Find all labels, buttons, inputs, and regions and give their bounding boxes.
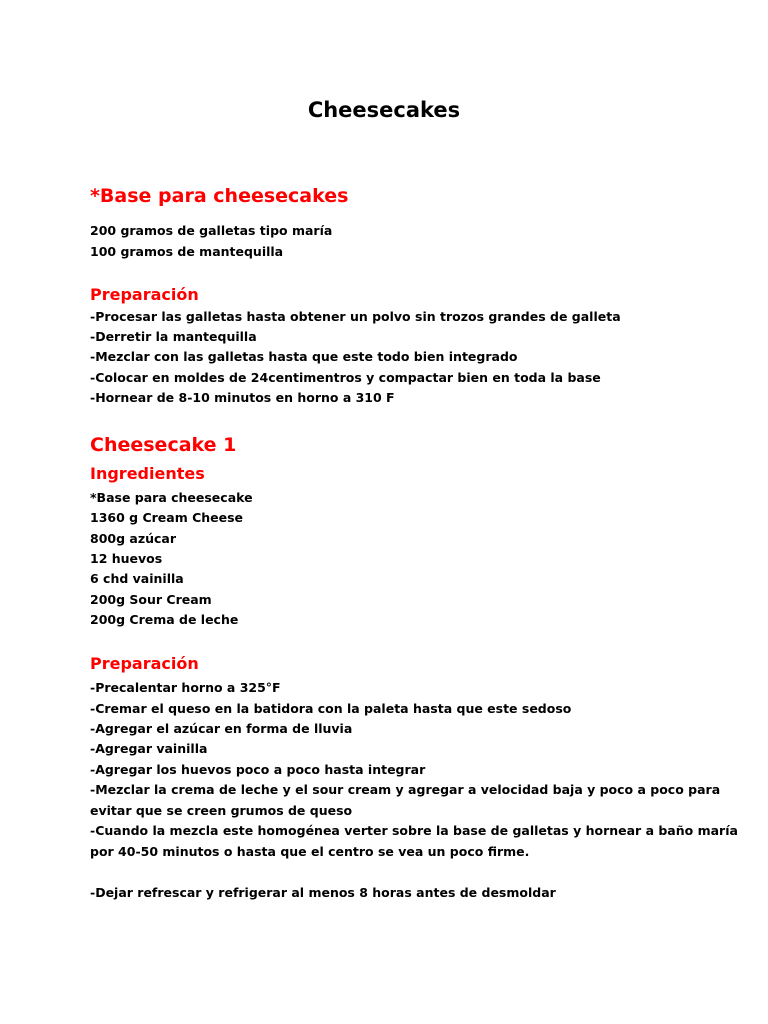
cheesecake1-step-line: -Agregar el azúcar en forma de lluvia: [90, 721, 353, 736]
cheesecake1-ingredients-heading: Ingredientes: [90, 464, 205, 483]
base-step-line: -Derretir la mantequilla: [90, 329, 257, 344]
cheesecake1-ingredient-line: 12 huevos: [90, 551, 163, 566]
cheesecake1-step-line: -Cuando la mezcla este homogénea verter sobre la base de galletas y hornear a baño maría: [90, 823, 738, 838]
base-ingredient-line: 200 gramos de galletas tipo maría: [90, 223, 333, 238]
base-step-line: -Colocar en moldes de 24centimentros y compactar bien en toda la base: [90, 370, 601, 385]
cheesecake1-preparation-heading: Preparación: [90, 654, 199, 673]
cheesecake1-step-line: -Cremar el queso en la batidora con la paleta hasta que este sedoso: [90, 701, 572, 716]
cheesecake1-step-line: -Mezclar la crema de leche y el sour cream y agregar a velocidad baja y poco a poco para: [90, 782, 721, 797]
cheesecake1-step-line: -Agregar vainilla: [90, 741, 208, 756]
base-step-line: -Procesar las galletas hasta obtener un polvo sin trozos grandes de galleta: [90, 309, 621, 324]
base-heading: *Base para cheesecakes: [90, 185, 349, 207]
base-ingredient-line: 100 gramos de mantequilla: [90, 244, 284, 259]
cheesecake1-step-line: -Precalentar horno a 325°F: [90, 680, 281, 695]
base-preparation-heading: Preparación: [90, 285, 199, 304]
cheesecake1-ingredient-line: 6 chd vainilla: [90, 571, 184, 586]
cheesecake1-step-line: evitar que se creen grumos de queso: [90, 803, 353, 818]
cheesecake1-ingredient-line: 1360 g Cream Cheese: [90, 510, 244, 525]
cheesecake1-ingredient-line: *Base para cheesecake: [90, 490, 253, 505]
cheesecake1-step-line: -Agregar los huevos poco a poco hasta integrar: [90, 762, 426, 777]
document-title: Cheesecakes: [307, 98, 461, 122]
cheesecake1-final-note: -Dejar refrescar y refrigerar al menos 8 horas antes de desmoldar: [90, 885, 556, 900]
cheesecake1-ingredient-line: 800g azúcar: [90, 531, 177, 546]
cheesecake1-ingredient-line: 200g Crema de leche: [90, 612, 239, 627]
base-step-line: -Mezclar con las galletas hasta que este todo bien integrado: [90, 349, 518, 364]
cheesecake1-heading: Cheesecake 1: [90, 434, 237, 456]
cheesecake1-ingredient-line: 200g Sour Cream: [90, 592, 212, 607]
base-step-line: -Hornear de 8-10 minutos en horno a 310 F: [90, 390, 395, 405]
cheesecake1-step-line: por 40-50 minutos o hasta que el centro se vea un poco firme.: [90, 844, 530, 859]
